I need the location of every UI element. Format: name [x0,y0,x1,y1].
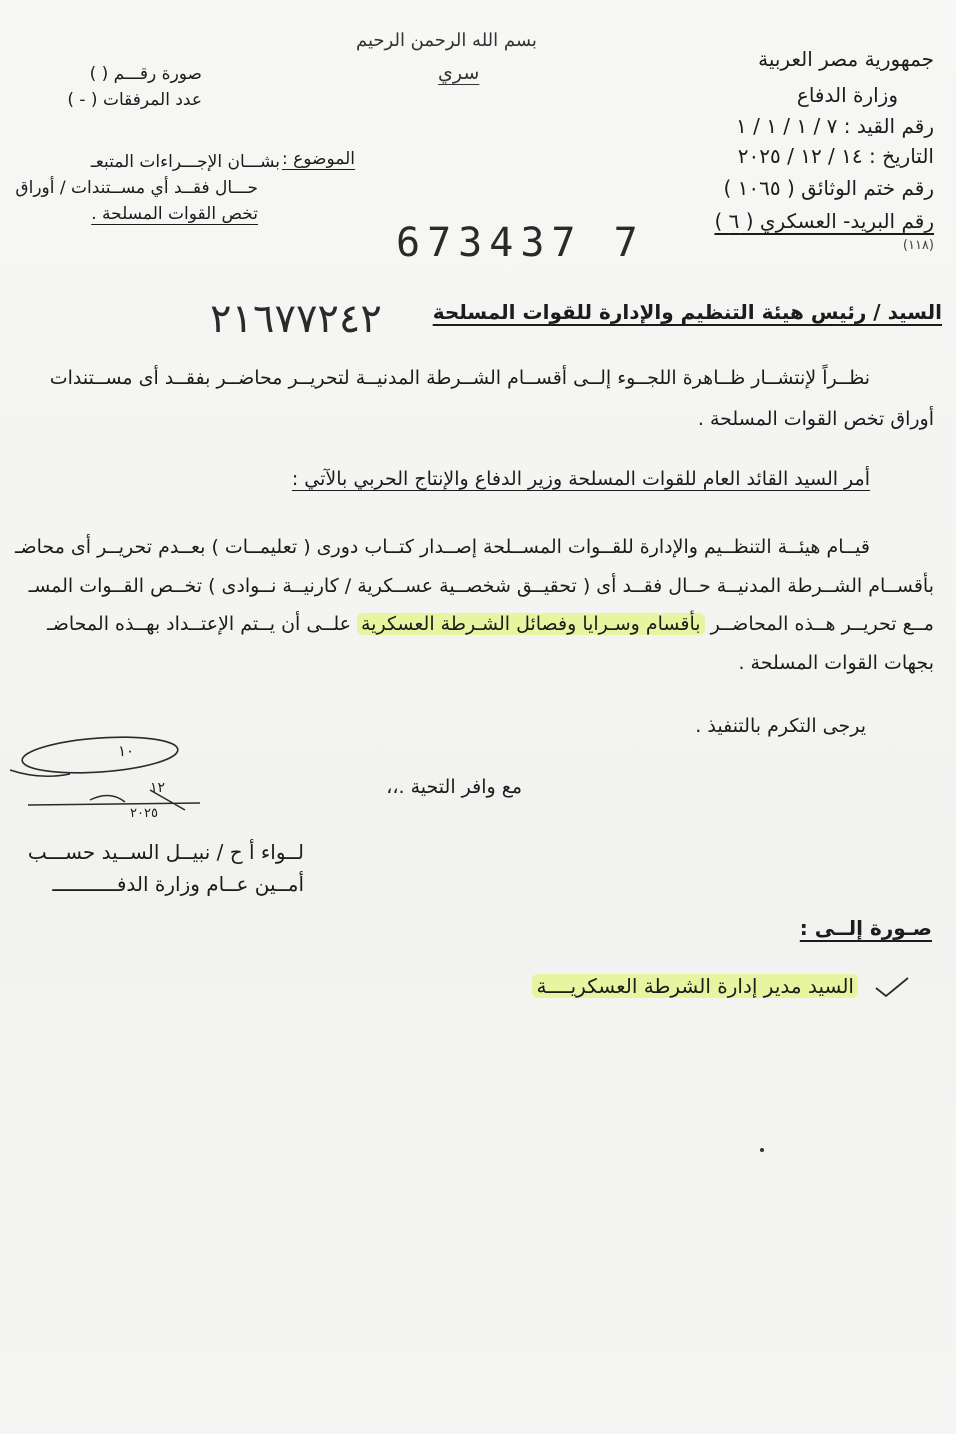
signatory-title: أمــين عــام وزارة الدفـــــــــــ [52,872,304,896]
paragraph-2-line-2: بأقســام الشــرطة المدنيــة حــال فقــد أى ( تحقيــق شخصــية عســكرية / كارنيــة نــوادى ) تخــص القــوات المسـ [28,575,934,597]
signature-note-1: ١٠ [118,742,135,760]
registry-number: رقم القيد : ٧ / ١ / ١ / ١ [736,114,934,138]
basmala: بسم الله الرحمن الرحيم [356,30,537,51]
paragraph-1-line-1: نظــراً لإنتشــار ظــاهرة اللجــوء إلــى أقســام الشــرطة المدنيــة لتحريــر محاضــر بفقــد أى مســتندات [49,367,870,389]
paragraph-2-line-1: قيــام هيئــة التنظــيم والإدارة للقــوات المســلحة إصــدار كتــاب دورى ( تعليمــات ) بعــدم تحريــر أى محاضـ [14,536,870,558]
footnote-number: (١١٨) [902,238,934,253]
paragraph-2-line-4: بجهات القوات المسلحة . [738,652,934,674]
copy-number: صورة رقـــم ( ) [89,64,202,84]
stray-ink-dot [760,1148,764,1152]
order-heading: أمر السيد القائد العام للقوات المسلحة وزير الدفاع والإنتاج الحربي بالآتي : [291,468,870,490]
signature-note-2: ١٢ [150,780,166,796]
p2-line3-start: مــع تحريــر هــذه المحاضــر [704,613,934,635]
execution-request: يرجى التكرم بالتنفيذ . [695,715,866,737]
addressee-line: السيد / رئيس هيئة التنظيم والإدارة للقوات المسلحة [432,300,942,324]
signature-note-3: ٢٠٢٥ [130,806,158,821]
doc-seal-number: رقم ختم الوثائق ( ١٠٦٥ ) [723,176,934,200]
signatory-name: لــواء أ ح / نبيــل الســيد حســـب [27,840,304,864]
classification-label: سري [438,62,480,84]
subject-label: الموضوع : [282,149,356,169]
document-date: التاريخ : ١٤ / ١٢ / ٢٠٢٥ [737,144,934,168]
highlighted-recipient: السيد مدير إدارة الشرطة العسكريــــة [532,974,858,998]
copy-recipient [532,974,858,998]
military-post-number: رقم البريد- العسكري ( ٦ ) [714,209,934,233]
paragraph-1-line-2: أوراق تخص القوات المسلحة . [697,408,934,430]
attachments-count: عدد المرفقات ( - ) [67,90,202,110]
subject-line-3: تخص القوات المسلحة . [91,204,258,224]
country-name: جمهورية مصر العربية [758,47,934,71]
checkmark-icon [874,976,910,1000]
subject-line-1: بشـــان الإجـــراءات المتبعـ [90,152,280,172]
subject-line-2: حـــال فقــد أي مســتندات / أوراق [15,178,258,198]
closing-greeting: مع وافر التحية .،، [386,776,522,798]
ministry-name: وزارة الدفاع [796,83,898,107]
copy-to-label: صـورة إلــى : [799,916,932,940]
stamped-serial-number: 673437 7 [396,220,645,266]
handwritten-reference-number: ٢١٦٧٧٢٤٢ [210,296,382,342]
p2-line3-end: علــى أن يــتم الإعتــداد بهــذه المحاضـ [47,613,357,635]
paragraph-2-line-3 [47,604,934,645]
highlighted-military-police-text: بأقسام وسـرايا وفصائل الشـرطة العسكرية [357,613,705,635]
